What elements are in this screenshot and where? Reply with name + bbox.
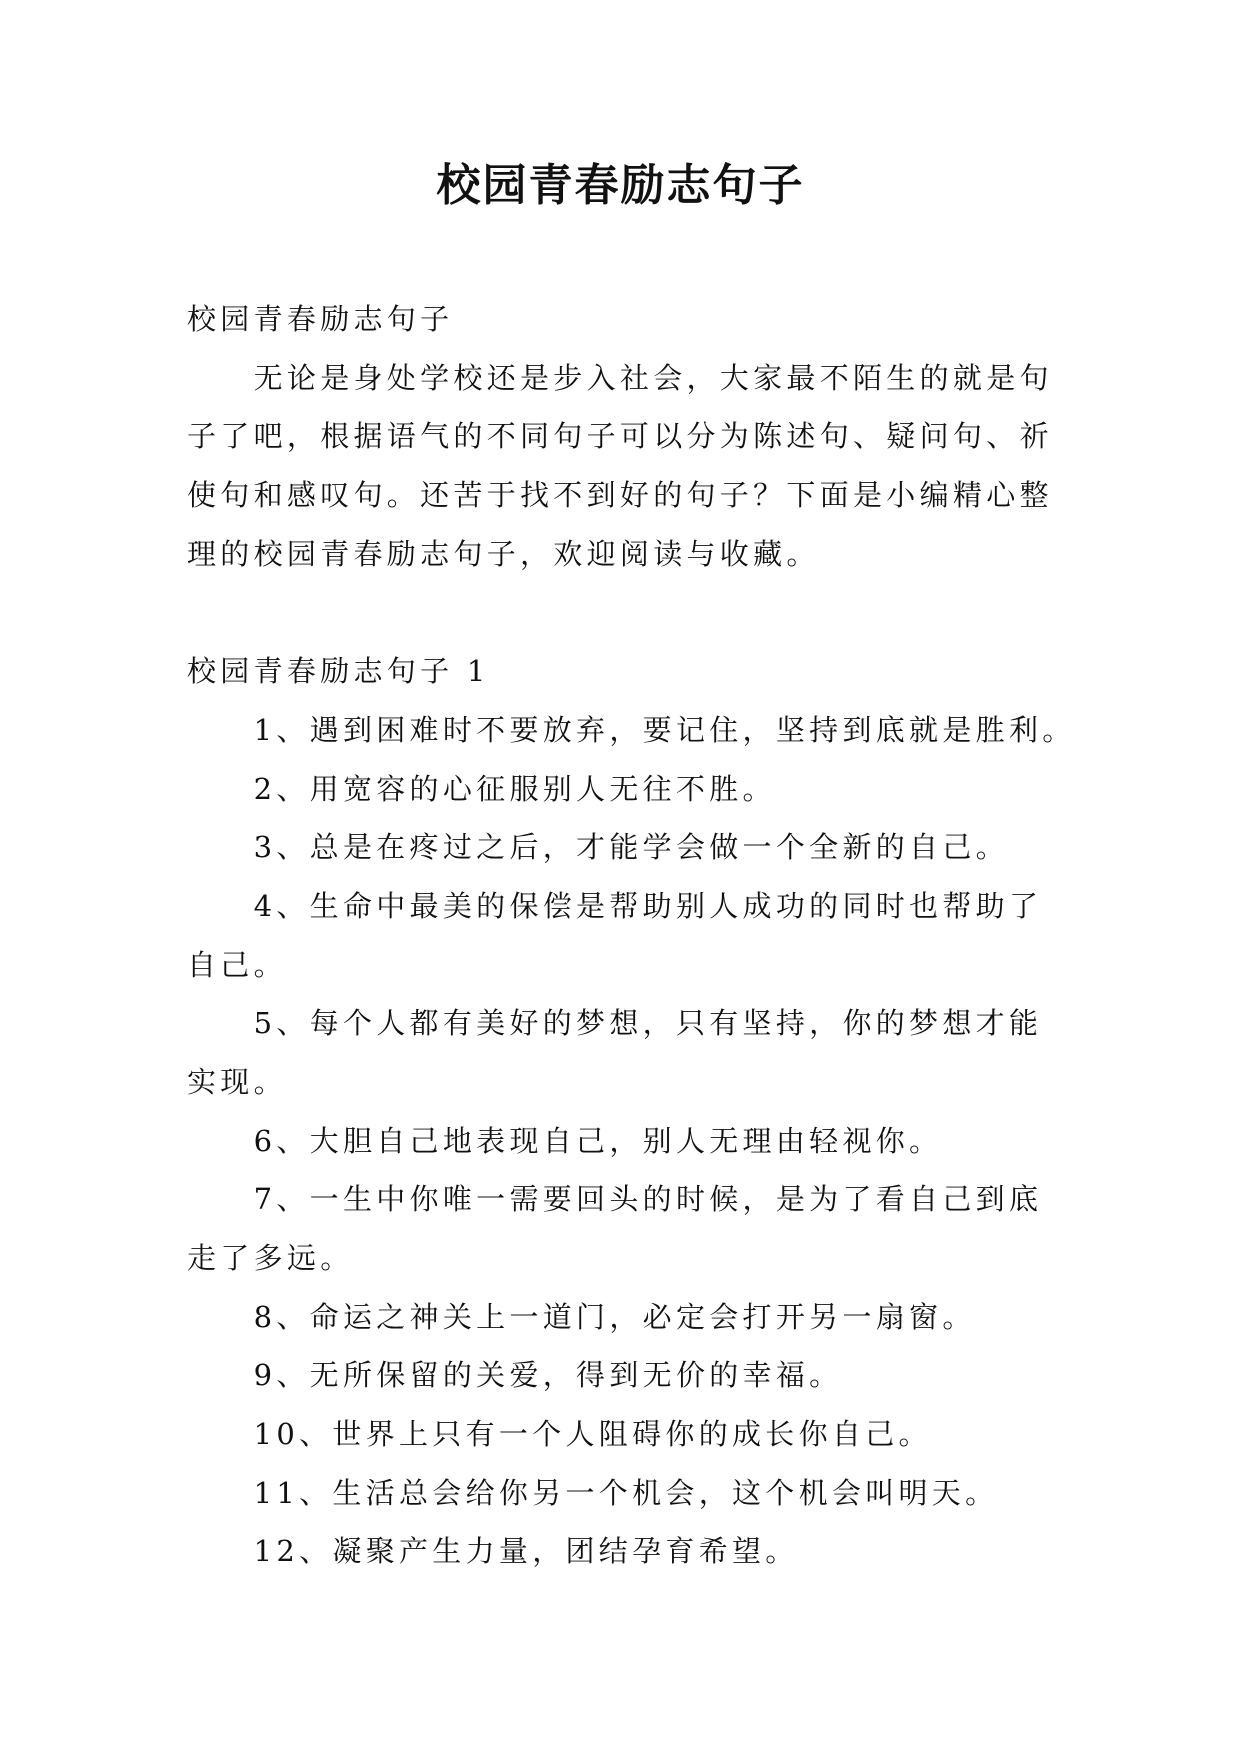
list-item xyxy=(187,1112,1147,1171)
list-item-line: 7、一生中你唯一需要回头的时候，是为了看自己到底 xyxy=(253,1182,1043,1217)
intro-paragraph-line: 子了吧，根据语气的不同句子可以分为陈述句、疑问句、祈 xyxy=(187,419,1053,454)
intro-heading: 校园青春励志句子 xyxy=(187,302,454,336)
list-item-line: 1、遇到困难时不要放弃，要记住，坚持到底就是胜利。 xyxy=(253,712,1076,747)
list-item xyxy=(187,1346,1147,1405)
list-item-line: 10、世界上只有一个人阻碍你的成长你自己。 xyxy=(253,1417,932,1452)
intro-paragraph-line: 理的校园青春励志句子，欢迎阅读与收藏。 xyxy=(187,536,820,571)
document-body xyxy=(187,290,1147,1581)
list-item xyxy=(187,818,1147,877)
section-heading: 校园青春励志句子 1 xyxy=(187,654,490,689)
list-item-line: 5、每个人都有美好的梦想，只有坚持，你的梦想才能 xyxy=(253,1006,1043,1041)
list-item xyxy=(187,877,1147,994)
list-item xyxy=(187,1522,1147,1581)
list-item-line: 6、大胆自己地表现自己，别人无理由轻视你。 xyxy=(253,1123,943,1158)
list-item xyxy=(187,1464,1147,1523)
list-item xyxy=(187,994,1147,1111)
list-item-line: 2、用宽容的心征服别人无往不胜。 xyxy=(253,771,776,806)
intro-paragraph xyxy=(187,349,1147,584)
intro-paragraph-line: 无论是身处学校还是步入社会，大家最不陌生的就是句 xyxy=(253,360,1053,395)
list-item xyxy=(187,1405,1147,1464)
list-item-line: 11、生活总会给你另一个机会，这个机会叫明天。 xyxy=(253,1475,999,1510)
list-item xyxy=(187,1170,1147,1287)
list-item-line: 3、总是在疼过之后，才能学会做一个全新的自己。 xyxy=(253,830,1009,865)
list-item xyxy=(187,701,1147,760)
list-item-line: 4、生命中最美的保偿是帮助别人成功的同时也帮助了 xyxy=(253,888,1043,923)
document-title: 校园青春励志句子 xyxy=(436,160,805,211)
sentence-list xyxy=(187,701,1147,1581)
list-item-line: 走了多远。 xyxy=(187,1241,354,1275)
list-item-line: 自己。 xyxy=(187,947,287,982)
list-item-line: 9、无所保留的关爱，得到无价的幸福。 xyxy=(253,1358,843,1393)
list-item-line: 12、凝聚产生力量，团结孕育希望。 xyxy=(253,1534,799,1569)
list-item-line: 8、命运之神关上一道门，必定会打开另一扇窗。 xyxy=(253,1299,976,1334)
blank-line xyxy=(187,583,1147,642)
list-item-line: 实现。 xyxy=(187,1064,287,1099)
list-item xyxy=(187,1288,1147,1347)
list-item xyxy=(187,760,1147,819)
intro-paragraph-line: 使句和感叹句。还苦于找不到好的句子？下面是小编精心整 xyxy=(187,478,1053,513)
